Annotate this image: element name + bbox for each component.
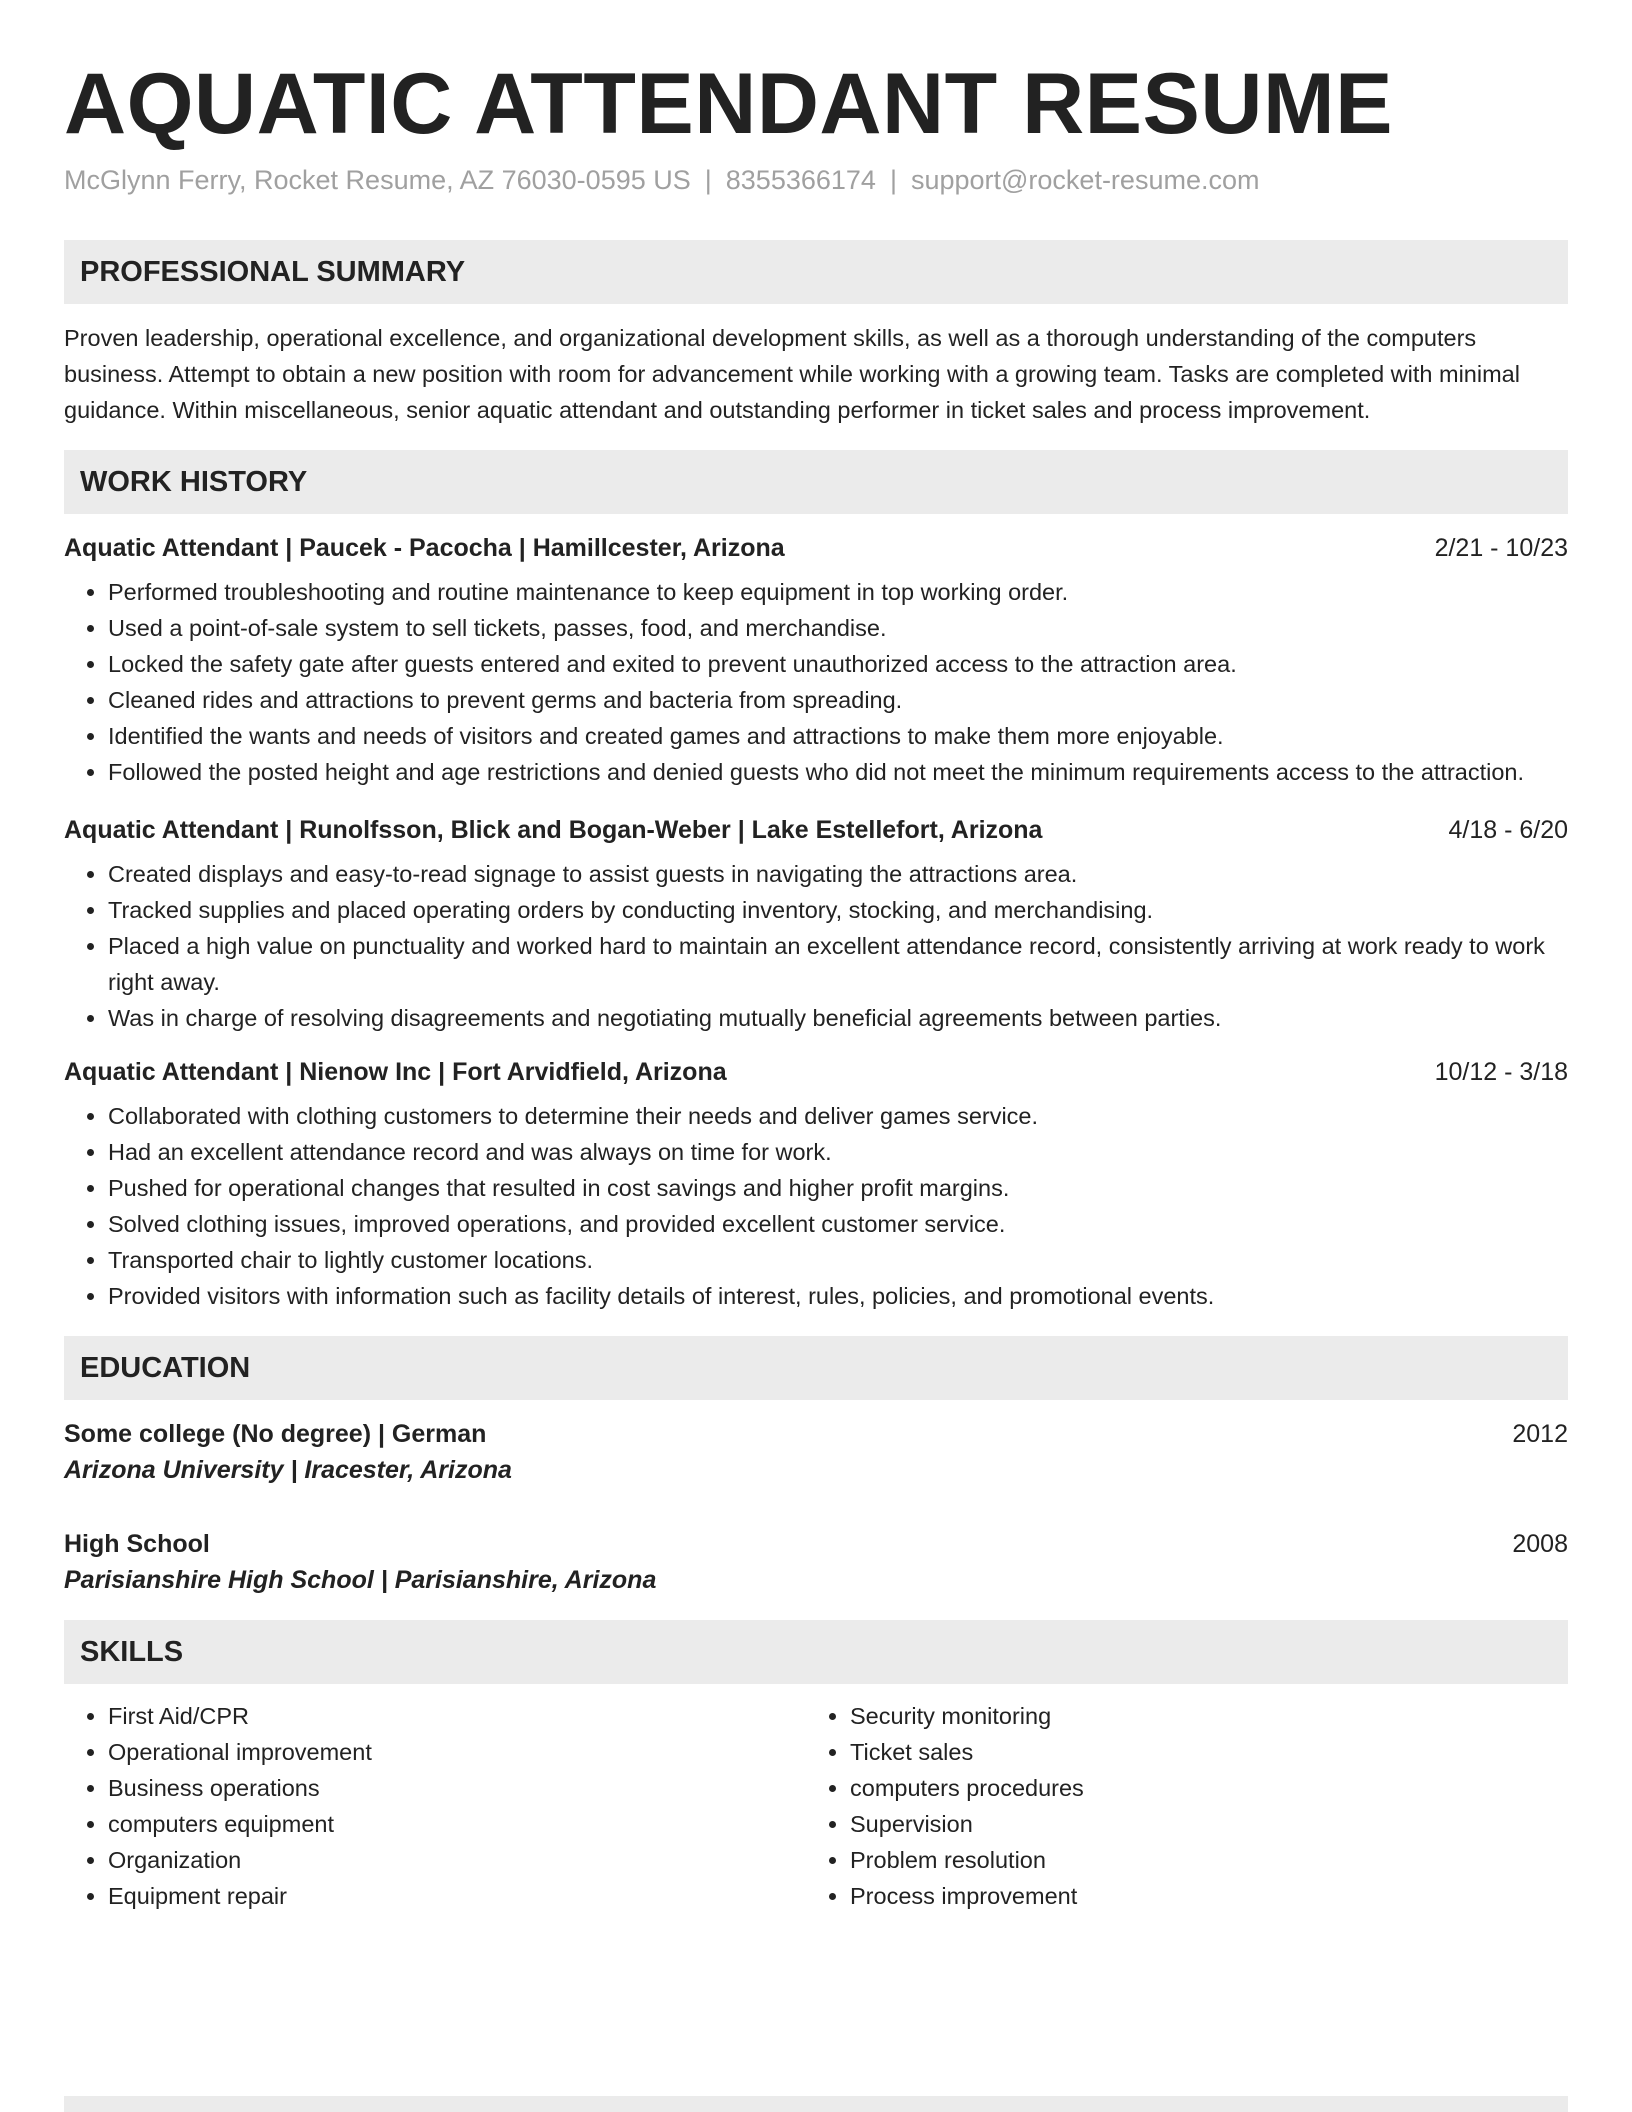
skill-item: • Operational improvement [108, 1734, 806, 1770]
contact-address: McGlynn Ferry, Rocket Resume, AZ 76030-0595 US [64, 165, 691, 195]
contact-separator: | [704, 165, 712, 195]
job-bullet: • Provided visitors with information such as facility details of interest, rules, policies, and promotional events. [108, 1278, 1568, 1314]
job-bullet: • Placed a high value on punctuality and worked hard to maintain an excellent attendance record, consistently arriving at work ready to work right away. [108, 928, 1568, 1000]
job-bullet: • Identified the wants and needs of visitors and created games and attractions to make them more enjoyable. [108, 718, 1568, 754]
skill-item: • computers procedures [850, 1770, 1548, 1806]
job-bullet: • Transported chair to lightly customer locations. [108, 1242, 1568, 1278]
job-bullet: • Cleaned rides and attractions to prevent germs and bacteria from spreading. [108, 682, 1568, 718]
skill-item: • Equipment repair [108, 1878, 806, 1914]
job-bullet: • Was in charge of resolving disagreements and negotiating mutually beneficial agreements between parties. [108, 1000, 1568, 1036]
job-bullets [64, 574, 1568, 790]
work-history-heading: WORK HISTORY [64, 450, 1568, 514]
job-entry [64, 530, 1568, 790]
summary-heading: PROFESSIONAL SUMMARY [64, 240, 1568, 304]
job-bullet: • Created displays and easy-to-read signage to assist guests in navigating the attractions area. [108, 856, 1568, 892]
job-header [64, 1054, 1568, 1090]
job-bullets [64, 856, 1568, 1036]
job-bullet: • Tracked supplies and placed operating orders by conducting inventory, stocking, and merchandising. [108, 892, 1568, 928]
job-title: Aquatic Attendant | Runolfsson, Blick and Bogan-Weber | Lake Estellefort, Arizona [64, 816, 1043, 844]
job-title: Aquatic Attendant | Nienow Inc | Fort Arvidfield, Arizona [64, 1058, 727, 1086]
skill-item: • Problem resolution [850, 1842, 1548, 1878]
job-bullet: • Locked the safety gate after guests entered and exited to prevent unauthorized access to the attraction area. [108, 646, 1568, 682]
education-year: 2012 [1512, 1420, 1568, 1448]
skill-item: • Security monitoring [850, 1698, 1548, 1734]
skill-item: • Business operations [108, 1770, 806, 1806]
job-dates: 2/21 - 10/23 [1434, 534, 1568, 562]
education-header [64, 1526, 1568, 1562]
skill-item: • Ticket sales [850, 1734, 1548, 1770]
job-bullet: • Pushed for operational changes that resulted in cost savings and higher profit margins. [108, 1170, 1568, 1206]
job-bullet: • Followed the posted height and age restrictions and denied guests who did not meet the minimum requirements access to the attraction. [108, 754, 1568, 790]
education-degree: Some college (No degree) | German [64, 1420, 487, 1448]
education-school: Parisianshire High School | Parisianshire, Arizona [64, 1566, 657, 1594]
contact-email: support@rocket-resume.com [910, 165, 1260, 195]
skill-item: • Process improvement [850, 1878, 1548, 1914]
summary-text: Proven leadership, operational excellence, and organizational development skills, as well as a thorough understanding of the computers business. Attempt to obtain a new position with room for advancement while working with a growing team. Tasks are completed with minimal guidance. Within miscellaneous, senior aquatic attendant and outstanding performer in ticket sales and process improvement. [64, 325, 1520, 423]
education-heading: EDUCATION [64, 1336, 1568, 1400]
job-title: Aquatic Attendant | Paucek - Pacocha | Hamillcester, Arizona [64, 534, 785, 562]
job-bullet: • Solved clothing issues, improved operations, and provided excellent customer service. [108, 1206, 1568, 1242]
contact-phone: 8355366174 [725, 165, 876, 195]
skills-column-right [806, 1698, 1548, 1914]
skill-item: • Supervision [850, 1806, 1548, 1842]
skill-item: • Organization [108, 1842, 806, 1878]
next-section-header-bar [64, 2096, 1568, 2112]
education-year: 2008 [1512, 1530, 1568, 1558]
job-entry [64, 1054, 1568, 1314]
job-dates: 4/18 - 6/20 [1448, 816, 1568, 844]
resume-title: AQUATIC ATTENDANT RESUME [64, 56, 1394, 152]
job-bullets [64, 1098, 1568, 1314]
education-degree: High School [64, 1530, 210, 1558]
job-bullet: • Collaborated with clothing customers to determine their needs and deliver games service. [108, 1098, 1568, 1134]
skills-column-left [64, 1698, 806, 1914]
job-entry [64, 812, 1568, 1036]
skill-item: • computers equipment [108, 1806, 806, 1842]
job-bullet: • Had an excellent attendance record and was always on time for work. [108, 1134, 1568, 1170]
education-header [64, 1416, 1568, 1452]
contact-line [64, 162, 1568, 198]
job-bullet: • Performed troubleshooting and routine maintenance to keep equipment in top working order. [108, 574, 1568, 610]
job-dates: 10/12 - 3/18 [1434, 1058, 1568, 1086]
job-header [64, 812, 1568, 848]
education-entry [64, 1416, 1568, 1488]
job-bullet: • Used a point-of-sale system to sell tickets, passes, food, and merchandise. [108, 610, 1568, 646]
job-header [64, 530, 1568, 566]
skill-item: • First Aid/CPR [108, 1698, 806, 1734]
skills-heading: SKILLS [64, 1620, 1568, 1684]
education-school: Arizona University | Iracester, Arizona [64, 1456, 512, 1484]
skills-list [64, 1698, 1568, 1914]
education-entry [64, 1526, 1568, 1598]
resume-page [64, 0, 1568, 1914]
contact-separator: | [889, 165, 897, 195]
